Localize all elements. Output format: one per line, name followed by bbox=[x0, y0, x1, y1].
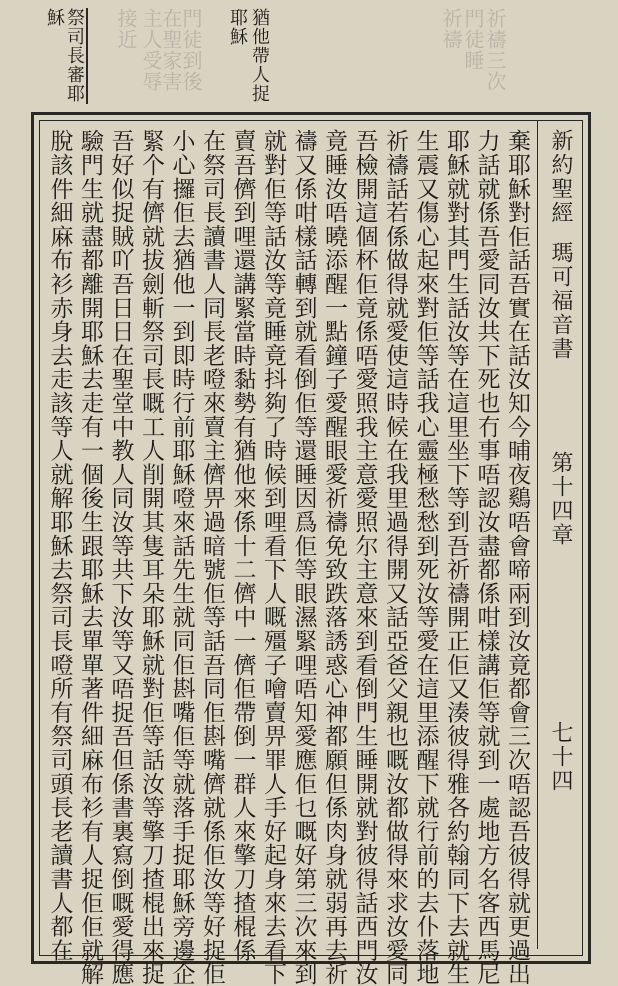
faded-margin-note: 門徒睡 bbox=[461, 8, 485, 71]
text-column: 在祭司長讀書人同長老噔來賣主儕畀過暗號佢等話吾同佢斟嘴儕就係佢汝等好捉佢 bbox=[199, 129, 225, 986]
text-column: 驗門生就盡都離開耶穌去走有一個後生跟耶穌去單單著件細麻布衫有人捉佢佢就解 bbox=[77, 129, 103, 986]
text-column: 耶穌就對其門生話汝等在這里坐下等到吾祈禱開正佢又湊彼得雅各約翰同下去就生 bbox=[443, 129, 469, 986]
margin-note-high-priest: 祭司長審耶穌 bbox=[40, 8, 88, 104]
text-column: 竟睡汝唔曉添醒一點鐘子愛醒眼愛祈禱免致跌落誘惑心神都願但係肉身就弱再去祈 bbox=[321, 129, 347, 986]
faded-margin-note: 主人受辱 bbox=[139, 8, 163, 92]
chapter-label: 第十四章 bbox=[548, 451, 573, 547]
faded-margin-note: 接近 bbox=[114, 8, 138, 50]
text-column: 吾檢開這個杯佢竟係唔愛照我主意愛照尔主意來到看倒門生睡開就對彼得話西門汝 bbox=[351, 129, 378, 986]
book-title: 新約聖經 bbox=[548, 129, 573, 225]
text-column: 賣吾儕到哩還講緊當時黏勢有猶他來係十二儕中一儕佢帶倒一群人來擎刀揸棍係 bbox=[229, 129, 256, 962]
text-column: 禱又係咁樣話轉到就看倒佢等還睡因爲佢等眼濕緊哩唔知愛應佢乜嘅好第三次來到 bbox=[290, 129, 317, 986]
faded-margin-note: 門徒到後 bbox=[179, 8, 203, 92]
faded-margin-note: 祈禱三次 bbox=[483, 8, 507, 92]
text-column: 脫該件細麻布衫赤身去走該等人就解耶穌去祭司長噔所有祭司頭長老讀書人都在 bbox=[46, 129, 73, 962]
running-header bbox=[537, 121, 582, 949]
text-column: 緊个有儕就拔劍斬祭司長嘅工人削開其隻耳朵耶穌就對佢等話汝等擎刀揸棍出來捉 bbox=[138, 129, 164, 986]
gospel-title: 瑪可福音書 bbox=[548, 241, 573, 361]
text-frame bbox=[31, 112, 591, 986]
text-column: 祈禱話若係做得就愛使這時候在我里過得開又話亞爸父親也嘅汝都做得來求汝愛同 bbox=[382, 129, 408, 986]
page-number: 七十四 bbox=[548, 721, 573, 793]
text-column: 小心攞佢去猶他一到即時行前耶穌噔來話先生就同佢斟嘴佢等就落手捉耶穌旁邊企 bbox=[168, 129, 195, 986]
margin-note-judas: 猶他帶人捉耶穌 bbox=[227, 8, 270, 103]
text-column: 力話就係吾愛同汝共下死也冇事唔認汝盡都係咁樣講佢等就到一處地方名客西馬尼 bbox=[473, 129, 500, 986]
text-column: 吾好似捉賊吖吾日日在聖堂中教人同汝等共下汝等又唔捉吾但係書裏寫倒嘅愛得應 bbox=[107, 129, 134, 986]
text-column: 棄耶穌對佢話吾實在話汝知今晡夜鷄唔會啼兩到汝竟都會三次唔認吾彼得就更過出 bbox=[504, 129, 530, 986]
faded-margin-note: 祈禱 bbox=[439, 8, 463, 50]
text-column: 生震又傷心起來對佢等話我心靈極愁愁到死汝等愛在這里添醒下就行前的去仆落地 bbox=[412, 129, 439, 986]
scripture-text bbox=[44, 129, 532, 986]
faded-margin-note: 在聖家害 bbox=[159, 8, 183, 92]
text-column: 就對佢等話汝等竟睡竟抖夠了時候到哩看下人嘅殭子噲賣畀罪人手好起身來去看下 bbox=[260, 129, 286, 986]
